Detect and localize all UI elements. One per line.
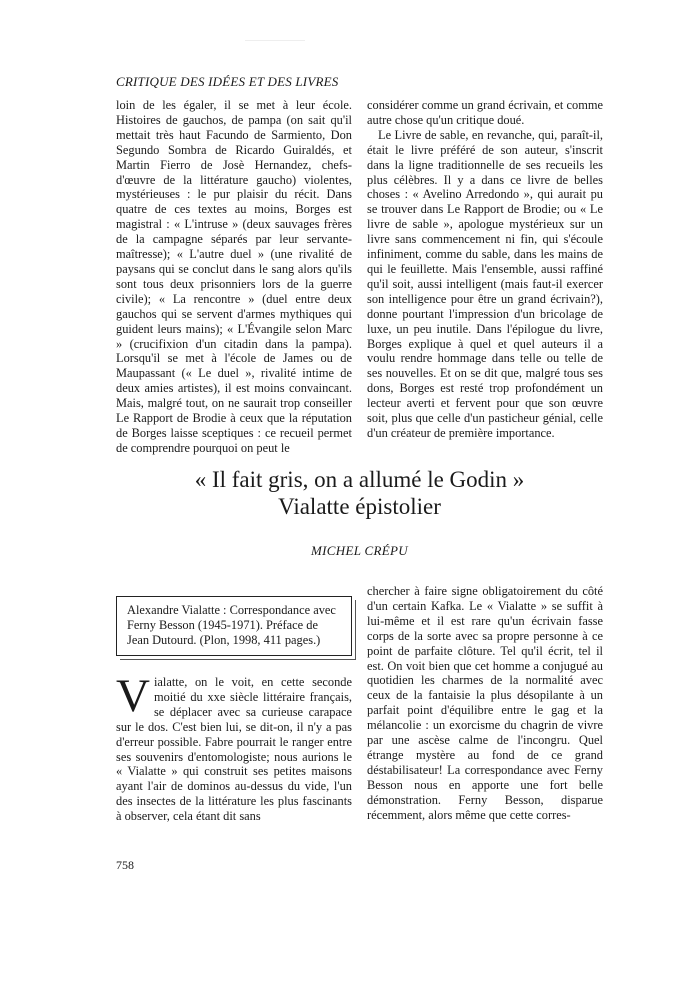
article-title-line: Vialatte épistolier (278, 494, 441, 519)
paragraph: chercher à faire signe obligatoirement du côté d'un certain Kafka. Le « Vialatte » se suffit à lui-même et il est rare qu'un écrivain fasse corps de la sorte avec sa propre personne à ce point de parfaite clôture. Tel qu'il écrit, tel il est. On voit bien que cet homme a conjugué au quotidien les charmes de la normalité avec ceux de la fantaisie la plus désopilante à un parfait point d'équilibre entre le gag et la mélancolie : un exorcisme du chagrin de vivre par une ascèse calme de l'incongru. Quel étrange mystère au fond de ce grand déstabilisateur! La correspondance avec Ferny Besson nous en apporte une fort belle démonstration. Ferny Besson, disparue récemment, alors même que cette corres- (367, 584, 603, 822)
drop-cap: V (116, 670, 150, 722)
paragraph: loin de les égaler, il se met à leur école. Histoires de gauchos, de pampa (on sait qu'il mettait très haut Facundo de Sarmiento, Don Segundo Sombra de Ricardo Guiraldés, et Martin Fierro de Josè Hernandez, chefs-d'œuvre de la littérature gaucho) violentes, mystérieuses : le pur plaisir du récit. Dans quatre de ces textes au moins, Borges est magistral : « L'intruse » (deux sauvages frères de la campagne séparés par leur servante-maîtresse); « L'autre duel » (une rivalité de paysans qui se conclut dans le sang alors qu'ils sont tous deux prisonniers lors de la guerre civile); « La rencontre » (duel entre deux gauchos qui se servent d'armes mythiques qui guident leurs mains); « L'Évangile selon Marc » (crucifixion d'un citadin dans la pampa). Lorsqu'il se met à l'école de James ou de Maupassant (« Le duel », rivalité intime de deux amies artistes), il est moins convaincant. Mais, malgré tout, on ne saurait trop conseiller Le Rapport de Brodie à ceux que la réputation de Borges laisse sceptiques : ce recueil permet de comprendre pourquoi on peut le (116, 98, 352, 455)
scan-mark (245, 40, 305, 41)
bottom-left-column (116, 670, 352, 824)
paragraph (116, 670, 352, 824)
top-left-column (116, 98, 352, 456)
paragraph: Le Livre de sable, en revanche, qui, paraît-il, était le livre préféré de son auteur, s'inscrit dans la ligne traditionnelle de ses recueils les plus célèbres. Il y a dans ce livre de belles choses : « Avelino Arredondo », qui aurait pu se trouver dans Le Rapport de Brodie; ou « Le livre de sable », apologue mystérieux sur un livre sans commencement ni fin, qui s'écoule infiniment, comme du sable, dans les mains de qui le feuillette. Mais l'ensemble, aussi raffiné qu'il soit, aussi intelligent (mais faut-il exercer son intelligence pour être un grand écrivain?), donne pourtant l'impression d'un bricolage de luxe, un peu inutile. Dans l'épilogue du livre, Borges explique à quel et quel auteurs il a voulu rendre hommage dans telle ou telle de ses nouvelles. Et on se dit que, malgré tous ses dons, Borges est resté trop profondément un lecteur averti et fervent pour que son œuvre soit, plus que celle d'un pasticheur génial, celle d'un créateur de première importance. (367, 127, 603, 440)
running-head: CRITIQUE DES IDÉES ET DES LIVRES (116, 74, 339, 89)
top-right-column (367, 98, 603, 441)
article-title-line: « Il fait gris, on a allumé le Godin » (194, 467, 525, 492)
bottom-right-column (367, 584, 603, 823)
author-byline: MICHEL CRÉPU (311, 543, 408, 558)
paragraph: considérer comme un grand écrivain, et comme autre chose qu'un critique doué. (367, 98, 603, 127)
page-number: 758 (116, 858, 134, 872)
reference-box: Alexandre Vialatte : Correspondance avec Ferny Besson (1945-1971). Préface de Jean Dutourd. (Plon, 1998, 411 pages.) (116, 596, 352, 656)
paragraph-text: ialatte, on le voit, en cette seconde moitié du xxe siècle littéraire français, se déplacer avec sa curieuse carapace sur le dos. C'est bien lui, se dit-on, il n'y a pas d'erreur possible. Fabre pourrait le ranger entre ses souvenirs d'entomologiste; nous aurions le « Vialatte » qui construit ses petites maisons ayant l'air de dominos au-dessus du vide, l'un des insectes de la littérature les plus fascinants à observer, cela étant dit sans (116, 675, 352, 824)
article-title (116, 466, 603, 520)
